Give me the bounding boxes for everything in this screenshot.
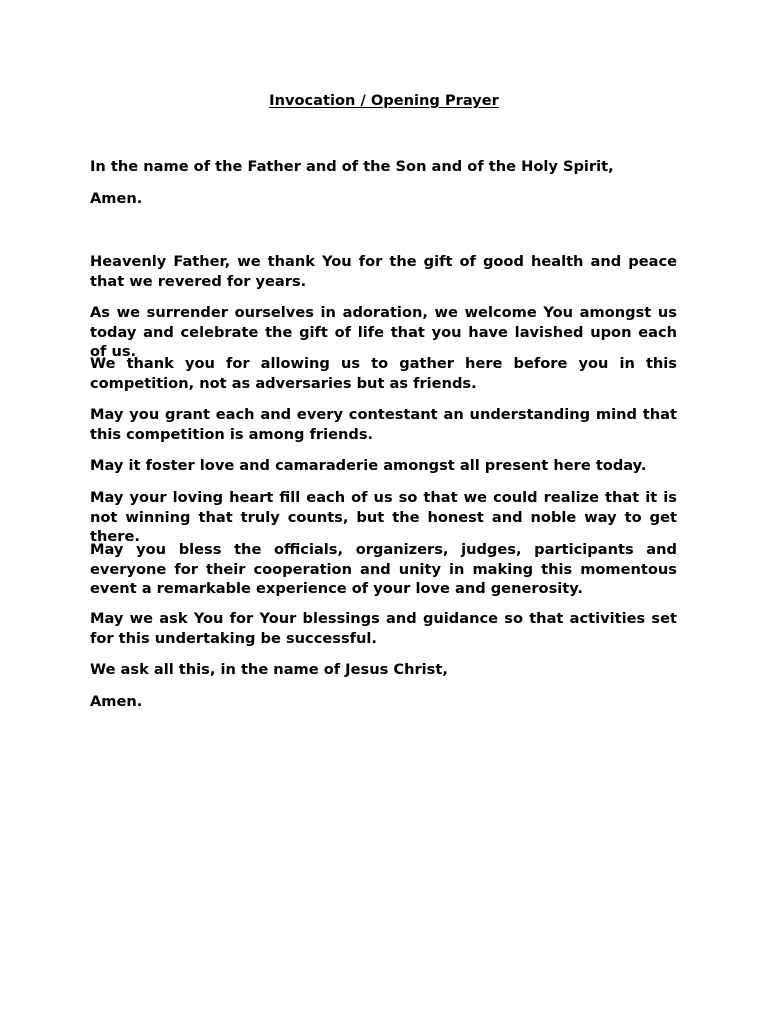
paragraph-jesus-christ: We ask all this, in the name of Jesus Christ, [90,661,448,678]
paragraph-blessings-guidance: May we ask You for Your blessings and guidance so that activities set for this undertaking be successful. [90,610,677,647]
paragraph-amen-opening: Amen. [90,190,143,207]
paragraph-bless-officials: May you bless the officials, organizers, judges, participants and everyone for their cooperation and unity in making this momentous event a remarkable experience of your love and generosity. [90,541,677,597]
paragraph-camaraderie: May it foster love and camaraderie amongst all present here today. [90,457,647,474]
paragraph-contestant: May you grant each and every contestant an understanding mind that this competition is among friends. [90,406,677,443]
paragraph-gather: We thank you for allowing us to gather here before you in this competition, not as adversaries but as friends. [90,355,677,392]
paragraph-invocation: In the name of the Father and of the Son and of the Holy Spirit, [90,158,614,175]
paragraph-amen-closing: Amen. [90,693,143,710]
document-title: Invocation / Opening Prayer [269,92,499,109]
paragraph-adoration: As we surrender ourselves in adoration, we welcome You amongst us today and celebrate the gift of life that you have lavished upon each of us. [90,304,677,360]
paragraph-loving-heart: May your loving heart fill each of us so that we could realize that it is not winning that truly counts, but the honest and noble way to get there. [90,489,677,545]
paragraph-thanks-health: Heavenly Father, we thank You for the gift of good health and peace that we revered for years. [90,253,677,290]
